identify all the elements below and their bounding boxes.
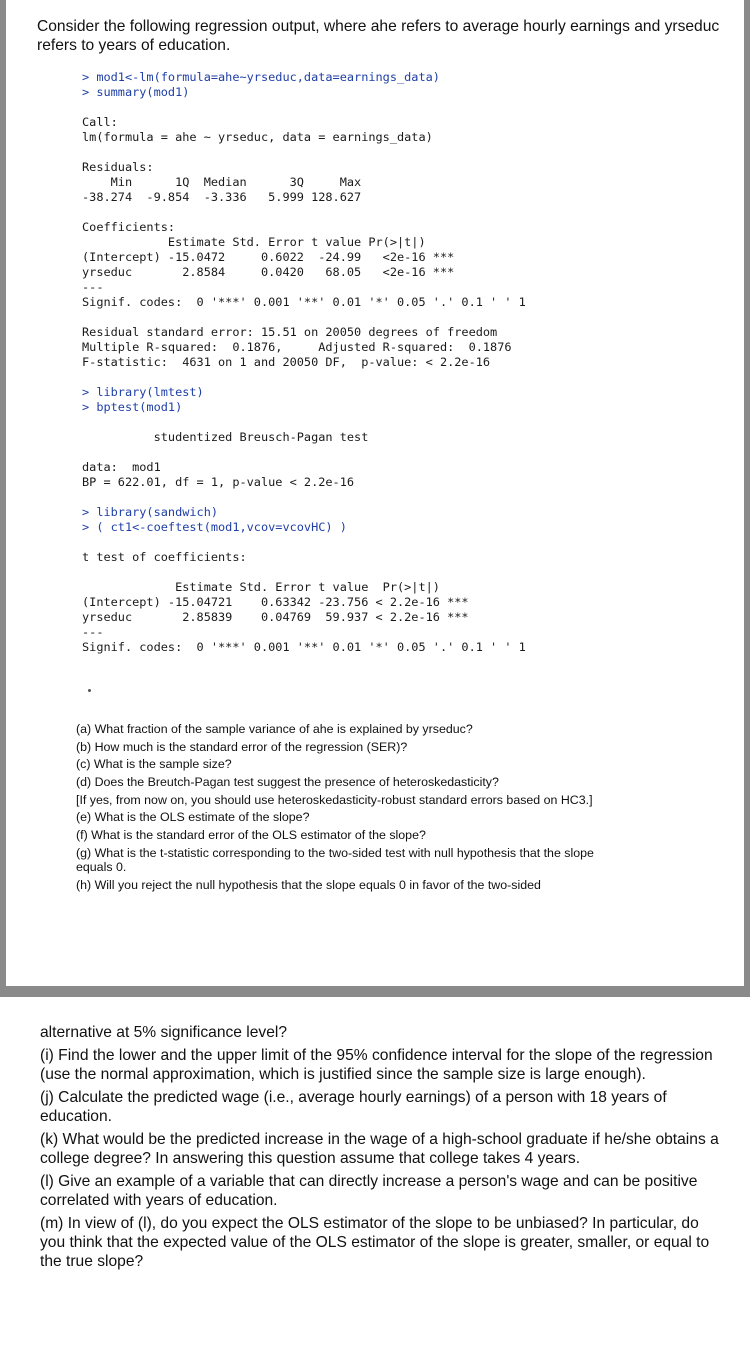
r-command: > library(lmtest): [82, 385, 204, 399]
coefficients-row: yrseduc 2.8584 0.0420 68.05 <2e-16 ***: [82, 265, 455, 279]
question-item: (m) In view of (l), do you expect the OLS estimator of the slope to be unbiased? In particular, do you think that the expected value of the OLS estimator of the slope is greater, smaller, or equal to the true slope?: [40, 1215, 710, 1270]
questions-bottom: [40, 1023, 720, 1275]
r-command: > bptest(mod1): [82, 400, 183, 414]
r-command: > ( ct1<-coeftest(mod1,vcov=vcovHC) ): [82, 520, 347, 534]
question-item: (g) What is the t-statistic corresponding to the two-sided test with null hypothesis that the slope equals 0.: [76, 845, 594, 874]
question-item: alternative at 5% significance level?: [40, 1024, 288, 1041]
question-item: (h) Will you reject the null hypothesis that the slope equals 0 in favor of the two-sided: [76, 877, 541, 892]
question-item: (c) What is the sample size?: [76, 757, 232, 772]
signif-codes: Signif. codes: 0 '***' 0.001 '**' 0.01 '*' 0.05 '.' 0.1 ' ' 1: [82, 640, 526, 654]
question-item: (d) Does the Breutch-Pagan test suggest the presence of heteroskedasticity?: [76, 775, 499, 790]
intro-text: Consider the following regression output, where ahe refers to average hourly earnings and yrseduc refers to years of education.: [37, 18, 720, 54]
question-item: (a) What fraction of the sample variance of ahe is explained by yrseduc?: [76, 722, 473, 736]
r-command: > summary(mod1): [82, 85, 190, 99]
question-item: [If yes, from now on, you should use heteroskedasticity-robust standard errors based on HC3.]: [76, 792, 593, 807]
question-item: (j) Calculate the predicted wage (i.e., average hourly earnings) of a person with 18 years of education.: [40, 1089, 667, 1125]
residual-se: Residual standard error: 15.51 on 20050 degrees of freedom: [82, 325, 498, 339]
separator: ---: [82, 280, 104, 294]
bp-data: data: mod1: [82, 460, 161, 474]
question-item: (f) What is the standard error of the OLS estimator of the slope?: [76, 828, 426, 843]
residuals-header: Min 1Q Median 3Q Max: [82, 175, 369, 189]
question-item: (i) Find the lower and the upper limit of the 95% confidence interval for the slope of the regression (use the normal approximation, which is justified since the sample size is large enough).: [40, 1047, 713, 1083]
signif-codes: Signif. codes: 0 '***' 0.001 '**' 0.01 '*' 0.05 '.' 0.1 ' ' 1: [82, 295, 526, 309]
stray-dot: [88, 689, 91, 692]
f-statistic: F-statistic: 4631 on 1 and 20050 DF, p-value: < 2.2e-16: [82, 355, 491, 369]
call-label: Call:: [82, 115, 118, 129]
bp-test-title: studentized Breusch-Pagan test: [82, 430, 369, 444]
questions-top: [76, 722, 596, 895]
residuals-label: Residuals:: [82, 160, 154, 174]
coefficients-label: Coefficients:: [82, 220, 176, 234]
r-command: > mod1<-lm(formula=ahe~yrseduc,data=earnings_data): [82, 70, 440, 84]
ttest-row: yrseduc 2.85839 0.04769 59.937 < 2.2e-16 ***: [82, 610, 469, 624]
r-command: > library(sandwich): [82, 505, 219, 519]
call-text: lm(formula = ahe ~ yrseduc, data = earnings_data): [82, 130, 433, 144]
r-console-output: [82, 70, 526, 655]
ttest-row: (Intercept) -15.04721 0.63342 -23.756 < 2.2e-16 ***: [82, 595, 469, 609]
ttest-header: Estimate Std. Error t value Pr(>|t|): [82, 580, 469, 594]
r-squared: Multiple R-squared: 0.1876, Adjusted R-squared: 0.1876: [82, 340, 519, 354]
question-item: (k) What would be the predicted increase in the wage of a high-school graduate if he/she obtains a college degree? In answering this question assume that college takes 4 years.: [40, 1131, 719, 1167]
question-item: (b) How much is the standard error of the regression (SER)?: [76, 739, 408, 754]
separator: ---: [82, 625, 104, 639]
coefficients-header: Estimate Std. Error t value Pr(>|t|): [82, 235, 455, 249]
coefficients-row: (Intercept) -15.0472 0.6022 -24.99 <2e-16 ***: [82, 250, 455, 264]
bp-statistic: BP = 622.01, df = 1, p-value < 2.2e-16: [82, 475, 355, 489]
question-item: (l) Give an example of a variable that can directly increase a person's wage and can be positive correlated with years of education.: [40, 1173, 698, 1209]
ttest-title: t test of coefficients:: [82, 550, 247, 564]
question-item: (e) What is the OLS estimate of the slope?: [76, 810, 310, 825]
residuals-values: -38.274 -9.854 -3.336 5.999 128.627: [82, 190, 369, 204]
